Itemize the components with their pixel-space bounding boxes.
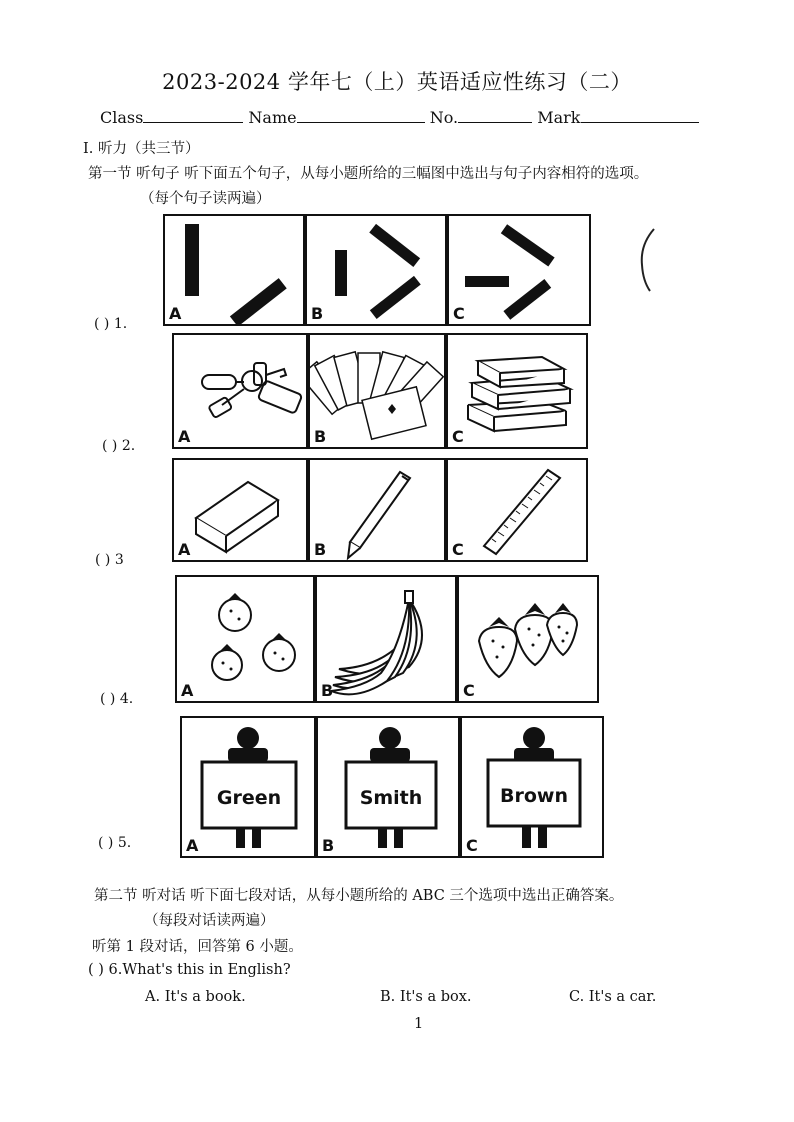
sign-text: Green xyxy=(216,787,282,809)
option-4c[interactable] xyxy=(457,575,599,703)
sign-text: Brown xyxy=(500,785,568,807)
line-shapes-b-icon xyxy=(307,216,447,326)
mark-label: Mark xyxy=(537,108,581,127)
name-blank[interactable] xyxy=(297,108,425,123)
person-sign-icon xyxy=(318,718,460,858)
page-number: 1 xyxy=(414,1016,424,1032)
question-5-label: ( ) 5. xyxy=(98,835,132,851)
option-5a[interactable] xyxy=(180,716,316,858)
q6-option-b[interactable]: B. It's a box. xyxy=(380,989,472,1005)
name-label: Name xyxy=(248,108,297,127)
option-letter: C xyxy=(463,681,475,700)
question-4-label: ( ) 4. xyxy=(100,691,134,707)
sign-text: Smith xyxy=(359,787,423,809)
q6-option-c[interactable]: C. It's a car. xyxy=(569,989,657,1005)
option-1b[interactable] xyxy=(305,214,447,326)
part1-instruction: 第一节 听句子 听下面五个句子，从每小题所给的三幅图中选出与句子内容相符的选项。 xyxy=(88,166,649,182)
class-blank[interactable] xyxy=(143,108,243,123)
option-letter: C xyxy=(452,540,464,559)
option-letter: B xyxy=(311,304,324,323)
option-letter: A xyxy=(178,540,191,559)
no-blank[interactable] xyxy=(458,108,532,123)
option-2a[interactable] xyxy=(172,333,308,449)
listening-heading: Ⅰ. 听力（共三节） xyxy=(83,141,200,157)
question-1-label: ( ) 1. xyxy=(94,316,128,332)
question-6-text: 6.What's this in English? xyxy=(108,962,291,978)
option-letter: A xyxy=(186,836,199,855)
playing-cards-icon xyxy=(310,335,446,449)
part2-note: （每段对话读两遍） xyxy=(144,913,275,929)
option-letter: B xyxy=(322,836,335,855)
eraser-icon xyxy=(174,460,308,562)
mark-blank[interactable] xyxy=(581,108,699,123)
books-icon xyxy=(448,335,588,449)
dialogue-1-instruction: 听第 1 段对话，回答第 6 小题。 xyxy=(92,939,303,955)
option-3a[interactable] xyxy=(172,458,308,562)
option-4a[interactable] xyxy=(175,575,315,703)
line-shapes-a-icon xyxy=(165,216,305,326)
question-3-label: ( ) 3 xyxy=(95,552,124,568)
option-letter: C xyxy=(452,427,464,446)
option-letter: C xyxy=(466,836,478,855)
question-2-label: ( ) 2. xyxy=(102,438,136,454)
no-label: No. xyxy=(429,108,459,127)
person-sign-icon xyxy=(462,718,604,858)
pencil-icon xyxy=(310,460,446,562)
person-sign-icon xyxy=(182,718,316,858)
page-title: 2023-2024 学年七（上）英语适应性练习（二） xyxy=(162,70,632,94)
margin-pen-mark xyxy=(630,225,660,295)
question-6 xyxy=(88,962,291,978)
option-2b[interactable] xyxy=(308,333,446,449)
ruler-icon xyxy=(448,460,588,562)
option-letter: A xyxy=(169,304,182,323)
oranges-icon xyxy=(177,577,315,703)
line-shapes-c-icon xyxy=(449,216,591,326)
option-1c[interactable] xyxy=(447,214,591,326)
answer-paren[interactable]: ( ) xyxy=(88,962,104,978)
student-info-line xyxy=(100,108,699,127)
option-letter: B xyxy=(314,540,327,559)
option-1a[interactable] xyxy=(163,214,305,326)
option-letter: B xyxy=(321,681,334,700)
q6-option-a[interactable]: A. It's a book. xyxy=(145,989,246,1005)
class-label: Class xyxy=(100,108,144,127)
option-2c[interactable] xyxy=(446,333,588,449)
keys-icon xyxy=(174,335,308,449)
option-4b[interactable] xyxy=(315,575,457,703)
option-5c[interactable] xyxy=(460,716,604,858)
option-3b[interactable] xyxy=(308,458,446,562)
option-letter: B xyxy=(314,427,327,446)
part2-instruction: 第二节 听对话 听下面七段对话，从每小题所给的 ABC 三个选项中选出正确答案。 xyxy=(94,888,624,904)
part1-note: （每个句子读两遍） xyxy=(140,191,271,207)
option-letter: C xyxy=(453,304,465,323)
bananas-icon xyxy=(317,577,457,703)
option-3c[interactable] xyxy=(446,458,588,562)
option-letter: A xyxy=(178,427,191,446)
strawberries-icon xyxy=(459,577,599,703)
option-5b[interactable] xyxy=(316,716,460,858)
option-letter: A xyxy=(181,681,194,700)
